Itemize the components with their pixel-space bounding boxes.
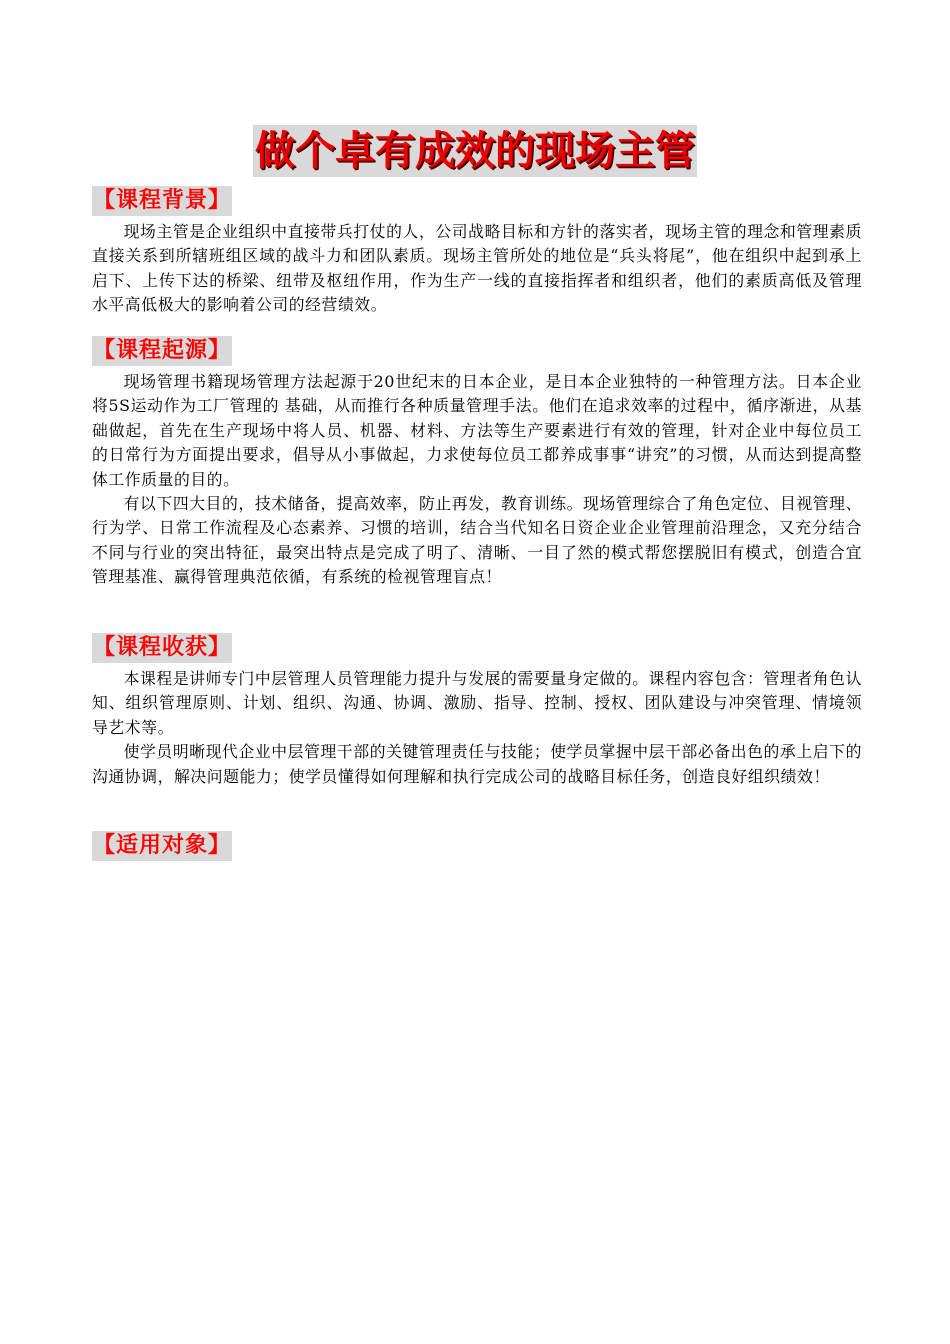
paragraph: 现场主管是企业组织中直接带兵打仗的人，公司战略目标和方针的落实者，现场主管的理念和管理素质直接关系到所辖班组区域的战斗力和团队素质。现场主管所处的地位是“兵头将尾”，他在组织中起到承上启下、上传下达的桥梁、纽带及枢纽作用，作为生产一线的直接指挥者和组织者，他们的素质高低及管理水平高低极大的影响着公司的经营绩效。 — [92, 222, 862, 315]
section-heading-gains: 【课程收获】 — [92, 633, 232, 663]
section-heading-background: 【课程背景】 — [92, 186, 232, 216]
section-course-background — [92, 186, 862, 318]
title-container — [0, 125, 950, 177]
section-heading-origin: 【课程起源】 — [92, 336, 232, 366]
page-title: 做个卓有成效的现场主管 — [253, 125, 697, 177]
paragraph: 现场管理书籍现场管理方法起源于20世纪末的日本企业，是日本企业独特的一种管理方法。日本企业将5S运动作为工厂管理的 基础，从而推行各种质量管理手法。他们在追求效率的过程中，循序渐进，从基础做起，首先在生产现场中将人员、机器、材料、方法等生产要素进行有效的管理，针对企业中每位员工的日常行为方面提出要求，倡导从小事做起，力求使每位员工都养成事事“讲究”的习惯，从而达到提高整体工作质量的目的。 — [92, 372, 862, 489]
section-course-origin — [92, 336, 862, 590]
paragraph: 有以下四大目的，技术储备，提高效率，防止再发，教育训练。现场管理综合了角色定位、目视管理、行为学、日常工作流程及心态素养、习惯的培训，结合当代知名日资企业企业管理前沿理念，又充分结合不同与行业的突出特征，最突出特点是完成了明了、清晰、一目了然的模式帮您摆脱旧有模式，创造合宜管理基准、赢得管理典范依循，有系统的检视管理盲点！ — [92, 494, 862, 587]
section-course-gains — [92, 633, 862, 789]
section-target-audience — [92, 831, 862, 861]
paragraph: 本课程是讲师专门中层管理人员管理能力提升与发展的需要量身定做的。课程内容包含：管理者角色认知、组织管理原则、计划、组织、沟通、协调、激励、指导、控制、授权、团队建设与冲突管理、情境领导艺术等。 — [92, 669, 862, 737]
section-heading-audience: 【适用对象】 — [92, 831, 232, 861]
paragraph: 使学员明晰现代企业中层管理干部的关键管理责任与技能；使学员掌握中层干部必备出色的承上启下的沟通协调，解决问题能力；使学员懂得如何理解和执行完成公司的战略目标任务，创造良好组织绩效！ — [92, 742, 862, 786]
